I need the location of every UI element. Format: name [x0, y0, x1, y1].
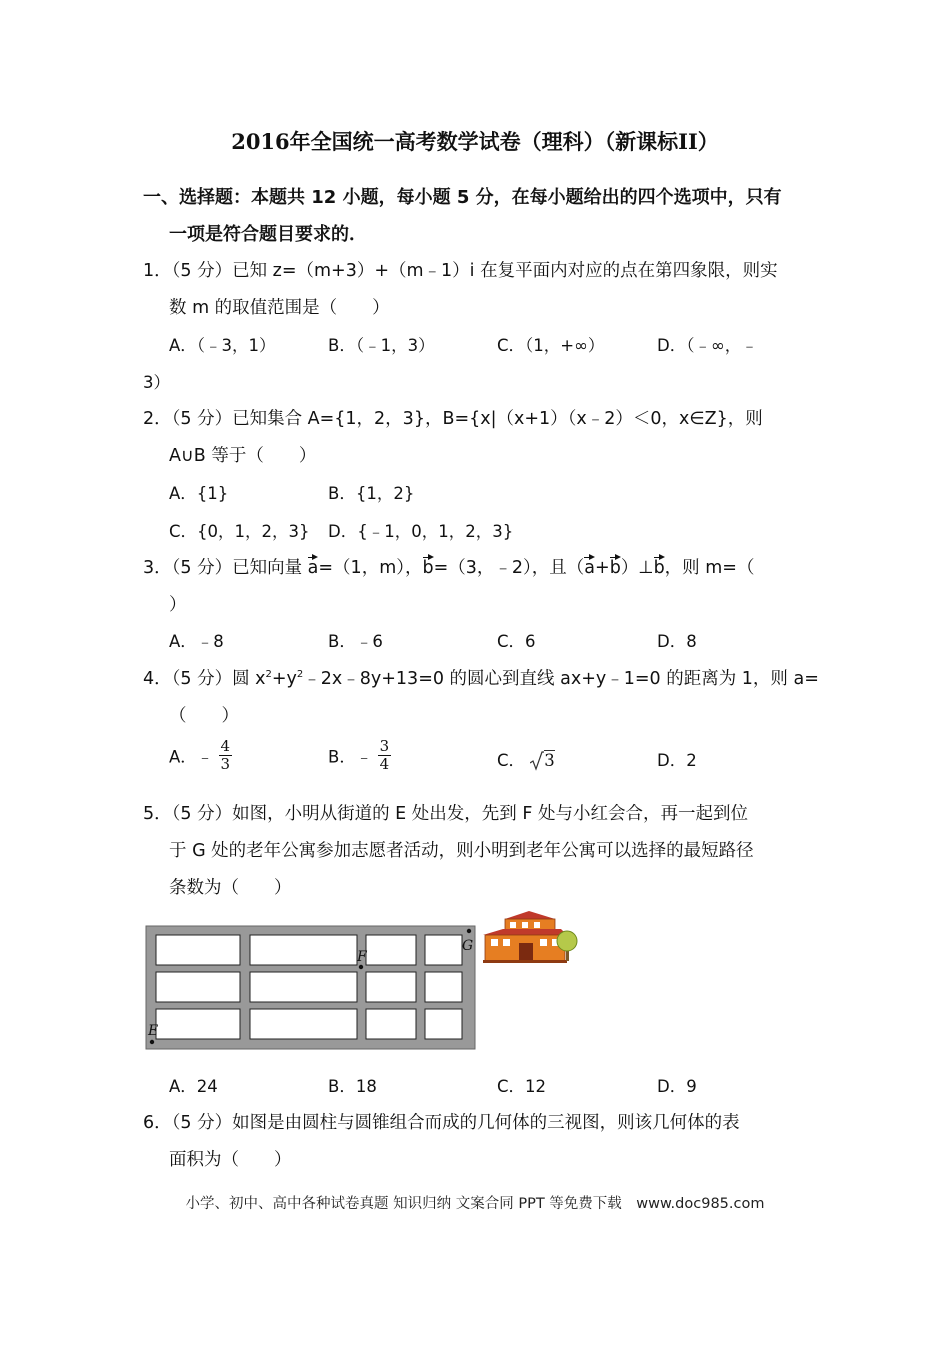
fraction-4-3 [219, 738, 233, 773]
q4-option-c [497, 747, 555, 771]
label-e: E [148, 1023, 159, 1039]
q2-option-d: D．{﹣1，0，1，2，3} [328, 522, 514, 541]
grid-blocks [156, 935, 462, 1039]
q5-stem-line3: 条数为（ ） [169, 878, 292, 898]
vector-a-2: a [584, 558, 596, 578]
q4-option-c-label: C． [497, 751, 526, 770]
q4-option-a [169, 738, 232, 773]
sqrt-radicand: 3 [544, 751, 555, 770]
q4-stem-line2: （ ） [169, 706, 239, 726]
q3-option-d: D．8 [657, 632, 697, 651]
q1-stem-line1: 1．（5 分）已知 z=（m+3）+（m﹣1）i 在复平面内对应的点在第四象限，则实 [143, 261, 778, 281]
q3-plus: + [595, 558, 610, 578]
vector-b-2: b [609, 558, 621, 578]
vector-b: b [422, 558, 434, 578]
q5-option-b: B．18 [328, 1077, 377, 1096]
label-g: G [462, 938, 474, 954]
point-e [150, 1040, 154, 1044]
q2-option-a: A．{1} [169, 484, 229, 503]
street-grid-figure [145, 905, 585, 1055]
q2-stem-line1: 2．（5 分）已知集合 A={1，2，3}，B={x|（x+1）（x﹣2）＜0，x∈Z}，则 [143, 409, 763, 429]
q1-option-a: A．（﹣3，1） [169, 336, 276, 355]
fraction-denominator: 4 [379, 755, 390, 773]
q6-stem-line1: 6．（5 分）如图是由圆柱与圆锥组合而成的几何体的三视图，则该几何体的表 [143, 1113, 740, 1133]
q5-option-a: A．24 [169, 1077, 218, 1096]
q3-option-a: A．﹣8 [169, 632, 224, 651]
section-heading-line1: 一、选择题：本题共 12 小题，每小题 5 分，在每小题给出的四个选项中，只有 [143, 187, 782, 208]
q1-option-b: B．（﹣1，3） [328, 336, 435, 355]
q5-option-c: C．12 [497, 1077, 547, 1096]
point-f [359, 965, 363, 969]
fraction-numerator: 4 [220, 737, 231, 755]
q3-text3: ）⊥ [620, 558, 654, 578]
label-f: F [357, 949, 367, 965]
q3-stem-line2: ） [169, 595, 187, 615]
q4-stem-line1 [143, 665, 819, 690]
building-icon [483, 911, 567, 963]
q3-text4: ，则 m=（ [664, 558, 755, 578]
q2-option-c: C．{0，1，2，3} [169, 522, 310, 541]
q4-option-d: D．2 [657, 751, 697, 770]
q6-stem-line2: 面积为（ ） [169, 1150, 292, 1170]
q4-option-b [328, 738, 391, 773]
sqrt-icon [530, 751, 544, 771]
q3-option-b: B．﹣6 [328, 632, 383, 651]
page-title: 2016年全国统一高考数学试卷（理科）（新课标II） [231, 129, 719, 154]
q3-text1: =（1，m）， [318, 558, 423, 578]
fraction-numerator: 3 [379, 737, 390, 755]
q3-prefix: 3．（5 分）已知向量 [143, 558, 308, 578]
q1-stem-line2: 数 m 的取值范围是（ ） [169, 298, 390, 318]
section-heading-line2: 一项是符合题目要求的． [169, 224, 367, 245]
q2-stem-line2: A∪B 等于（ ） [169, 446, 317, 466]
q4-text-a: 4．（5 分）圆 x [143, 669, 266, 689]
q1-option-c: C．（1，+∞） [497, 336, 605, 355]
q2-option-b: B．{1，2} [328, 484, 415, 503]
page-footer: 小学、初中、高中各种试卷真题 知识归纳 文案合同 PPT 等免费下载 www.doc985.com [185, 1196, 765, 1212]
q3-option-c: C．6 [497, 632, 536, 651]
q5-stem-line2: 于 G 处的老年公寓参加志愿者活动，则小明到老年公寓可以选择的最短路径 [169, 841, 754, 861]
q5-stem-line1: 5．（5 分）如图，小明从街道的 E 处出发，先到 F 处与小红会合，再一起到位 [143, 804, 748, 824]
fraction-denominator: 3 [220, 755, 231, 773]
q4-text-b: ﹣2x﹣8y+13=0 的圆心到直线 ax+y﹣1=0 的距离为 1，则 a= [303, 669, 819, 689]
vector-b-3: b [653, 558, 665, 578]
q1-option-d: D．（﹣∞，﹣ [657, 336, 758, 355]
point-g [467, 929, 471, 933]
q4-square-x: 2 [265, 669, 272, 681]
q4-option-a-label: A．﹣ [169, 747, 214, 767]
q4-square-y: 2 [296, 669, 304, 681]
fraction-3-4 [378, 738, 392, 773]
q4-option-b-label: B．﹣ [328, 747, 373, 767]
q4-text-y: +y [271, 669, 297, 689]
q3-text2: =（3，﹣2），且（ [433, 558, 585, 578]
vector-a: a [307, 558, 319, 578]
q1-option-d-wrap: 3） [143, 373, 170, 392]
q3-stem-line1 [143, 554, 754, 579]
q5-option-d: D．9 [657, 1077, 697, 1096]
